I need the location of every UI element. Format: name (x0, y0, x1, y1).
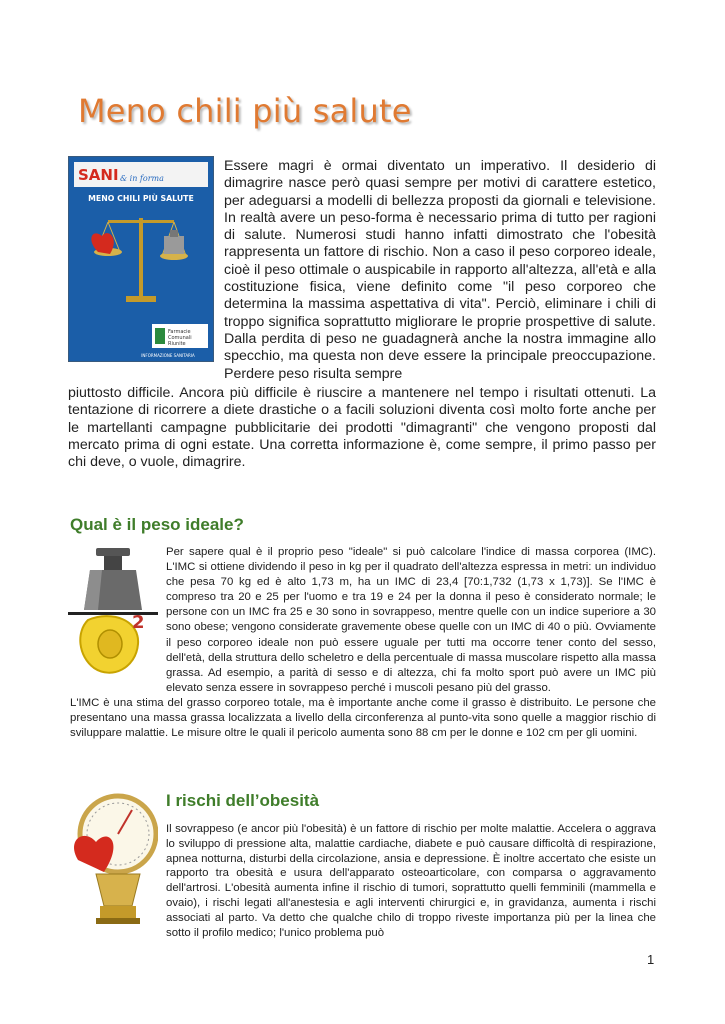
section-heading-peso-ideale: Qual è il peso ideale? (70, 515, 244, 534)
rischi-paragraph: Il sovrappeso (e ancor più l'obesità) è un fattore di rischio per molte malattie. Accelera o aggrava lo sviluppo di pressione alta, malattie cardiache, diabete e può causare difficoltà di respirazione, apnea notturna, disturbi della circolazione, ansia e depressione. È inoltre accertato che esiste un rapporto tra obesità e usura dell'apparato osteoarticolare, con comparsa o aggravamento dell'artrosi. L'obesità aumenta infine il rischio di tumori, soprattutto quelli femminili (mammella e ovaio), i rischi legati all'anestesia e agli interventi chirurgici e, in gravidanza, aumenta i rischi associati al parto. Va detto che qualche chilo di troppo riveste importanza più per la linea che sotto il profilo medico; l'unico problema può (166, 823, 656, 939)
intro-paragraph-part-1: Essere magri è ormai diventato un imperativo. Il desiderio di dimagrire nasce però quasi sempre per motivi di carattere estetico, per adeguarsi a modelli di bellezza proposti da giornali e televisione. In realtà avere un peso-forma è necessario prima di tutto per ragioni di salute. Numerosi studi hanno infatti dimostrato che l'obesità rappresenta un fattore di rischio. Non a caso il peso corporeo ideale, cioè il peso ottimale o auspicabile in rapporto all'altezza, all'età e alla costituzione fisica, viene definito come "il peso corporeo che determina la massima aspettativa di vita". Perciò, eliminare i chili di troppo significa soprattutto migliorare le proprie prospettive di salute. Dalla perdita di peso ne guadagnerà anche la nostra immagine allo specchio, ma questa non deve essere la principale preoccupazione. Perdere peso risulta sempre (224, 158, 656, 382)
book-subtitle: & in forma (120, 174, 164, 183)
book-publisher-line-2: Comunali (168, 335, 192, 341)
book-cover-image (68, 156, 214, 362)
heart-scale-image (66, 790, 158, 932)
book-footer: INFORMAZIONE SANITARIA (141, 353, 195, 358)
peso-paragraph-part-2: L'IMC è una stima del grasso corporeo totale, ma è importante anche come il grasso è distribuito. Le persone che presentano una massa grassa localizzata a livello della circonferenza al punto-vita sono quelle a maggior rischio di sviluppare malattie. Le misure oltre le quali il pericolo aumenta sono 88 cm per le donne e 102 cm per gli uomini. (70, 697, 656, 740)
weight-tape-measure-image (68, 548, 158, 683)
peso-paragraph-part-1: Per sapere qual è il proprio peso "ideale" si può calcolare l'indice di massa corporea (IMC). L'IMC si ottiene dividendo il peso in kg per il quadrato dell'altezza espressa in metri: un individuo che pesa 70 kg ed è alto 1,73 m, ha un IMC di 23,4 [70:1,732 (1,73 x 1,73)]. Se l'IMC è compreso tra 20 e 25 per l'uomo e tra 19 e 24 per la donna il peso è considerato normale; le persone con un IMC fra 25 e 30 sono in sovrappeso, mentre quelle con un indice superiore a 30 sono obese; vengono considerate gravemente obese quelle con un IMC di 40 o più. Ovviamente il peso corporeo ideale non può essere uguale per tutti ma occorre tener conto del sesso, dell'età, della struttura dello scheletro e della percentuale di massa muscolare rispetto alla massa grassa. Ad esempio, a parità di sesso e di altezza, chi fa molto sport può avere un IMC più elevato senza essere in sovrappeso perché i muscoli pesano più del grasso. (166, 546, 656, 694)
page-number: 1 (647, 952, 655, 967)
book-cover-title: MENO CHILI PIÙ SALUTE (88, 194, 194, 203)
book-publisher-line-1: Farmacie (168, 329, 191, 335)
book-brand: SANI (78, 166, 119, 184)
book-publisher-line-3: Riunite (168, 341, 186, 347)
page-title: Meno chili più salute (78, 92, 412, 130)
section-heading-rischi-obesita: I rischi dell’obesità (166, 791, 320, 810)
intro-paragraph-part-2: piuttosto difficile. Ancora più difficile è riuscire a mantenere nel tempo i risultati ottenuti. La tentazione di ricorrere a diete drastiche o a facili soluzioni diventa così molto forte anche per le martellanti campagne pubblicitarie dei prodotti "dimagranti" che vengono proposti dal mercato prima di ogni estate. Una corretta informazione è, come sempre, il primo passo per chi deve, o vuole, dimagrire. (68, 385, 656, 471)
weight-image-label: 2 (132, 612, 145, 633)
